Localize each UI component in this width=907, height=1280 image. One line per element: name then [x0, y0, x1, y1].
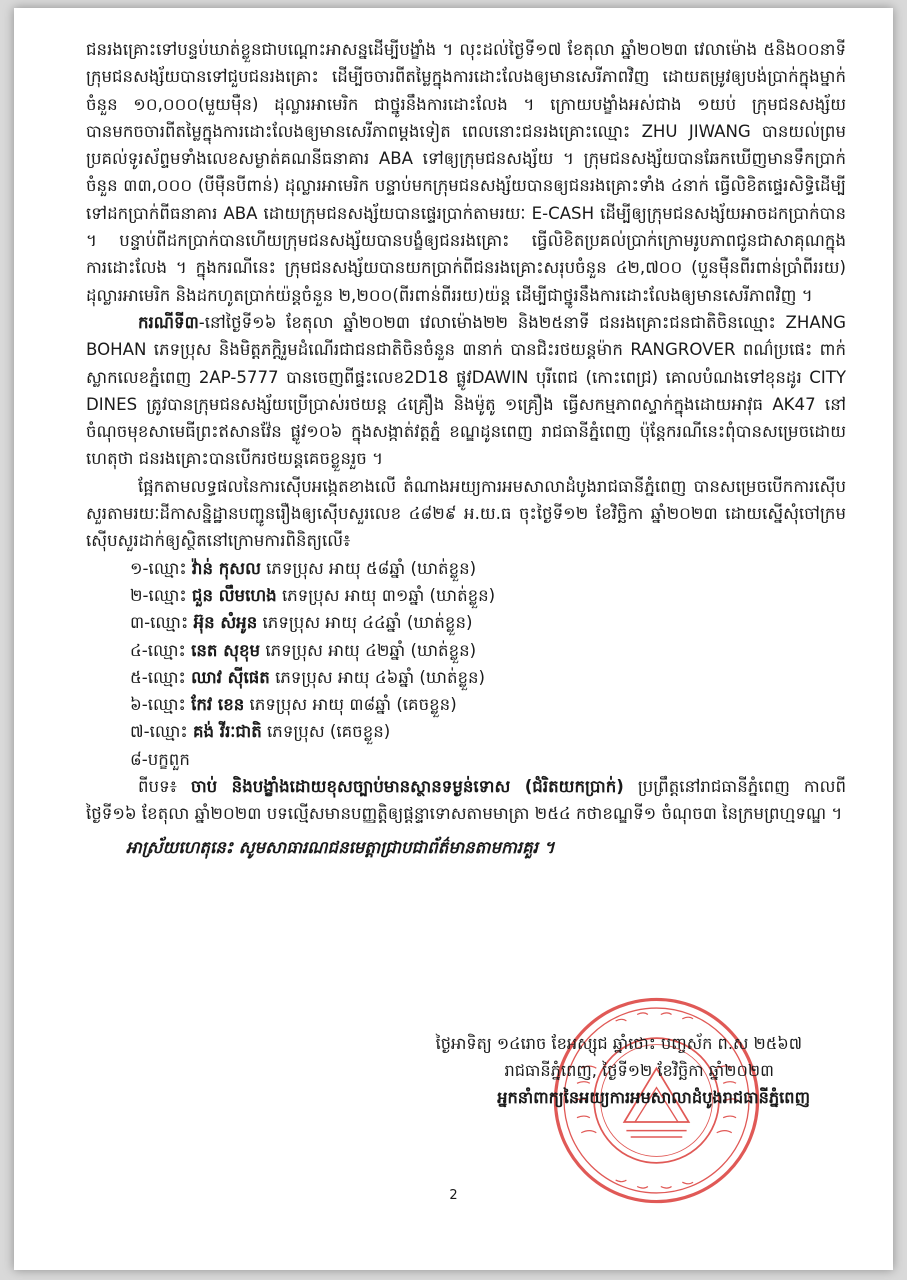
- case-3-text: -នៅថ្ងៃទី១៦ ខែតុលា ឆ្នាំ២០២៣ វេលាម៉ោង២២ និង២៥នាទី ជនរងគ្រោះជនជាតិចិនឈ្មោះ ZHANG BOHAN ភេទប្រុស និងមិត្តភក្តិរួមដំណើរជាជនជាតិចិនចំនួន ៣នាក់ បានជិះរថយន្តម៉ាក RANGROVER ពណ៌ប្រផេះ ពាក់ស្លាកលេខភ្នំពេញ 2AP-5777 បានចេញពីផ្ទះលេខ2D18 ផ្លូវDAWIN បុរីពេជ (កោះពេជ្រ) គោលបំណងទៅខុនដូរ CITY DINES ត្រូវបានក្រុមជនសង្ស័យប្រើប្រាស់រថយន្ត ៤គ្រឿង និងម៉ូតូ ១គ្រឿង ធ្វើសកម្មភាពស្ទាក់ក្នុងដោយអាវុធ AK47 នៅចំណុចមុខសាមេធីព្រះឥសានវ៉ែន ផ្លូវ១០៦ ក្នុងសង្កាត់វត្តភ្នំ ខណ្ឌដូនពេញ រាជធានីភ្នំពេញ ប៉ុន្តែករណីនេះពុំបានសម្រេចដោយហេតុថា ជនរងគ្រោះបានបើករថយន្តគេចខ្លួនរួច ។: [86, 312, 846, 469]
- list-item: [86, 637, 846, 664]
- suspect-number: ៤-ឈ្មោះ: [130, 640, 192, 660]
- suspect-number: ៨-បក្ខពួក: [130, 749, 190, 769]
- page-number: 2: [449, 1188, 458, 1203]
- list-item: [86, 609, 846, 636]
- document-body: [86, 36, 846, 861]
- paragraph-investigation: ផ្អែកតាមលទ្ធផលនៃការស៊ើបអង្កេតខាងលើ តំណាងអយ្យការអមសាលាដំបូងរាជធានីភ្នំពេញ បានសម្រេចបើកការស៊ើបសួរតាមរយៈដីកាសន្និដ្ឋានបញ្ជូនរឿងឲ្យស៊ើបសួរលេខ ៤៨២៩ អ.យ.ធ ចុះថ្ងៃទី១២ ខែវិច្ឆិកា ឆ្នាំ២០២៣ ដោយស្នើសុំចៅក្រមស៊ើបសួរដាក់ឲ្យស្ថិតនៅក្រោមការពិនិត្យលើ៖: [86, 476, 846, 551]
- charge-lead: ពីបទ៖: [138, 777, 191, 797]
- solar-date: រាជធានីភ្នំពេញ, ថ្ងៃទី១២ ខែវិច្ឆិកា ឆ្នាំ២០២៣: [504, 1061, 774, 1080]
- suspect-number: ២-ឈ្មោះ: [130, 585, 192, 605]
- suspect-number: ១-ឈ្មោះ: [130, 558, 192, 578]
- suspect-info: ភេទប្រុស អាយុ ៤៤ឆ្នាំ (ឃាត់ខ្លួន): [257, 613, 473, 633]
- paragraph-case-3: [86, 309, 846, 473]
- suspect-number: ៥-ឈ្មោះ: [130, 667, 192, 687]
- suspect-number: ៧-ឈ្មោះ: [130, 722, 193, 742]
- list-item: [86, 582, 846, 609]
- case-3-label: ករណីទី៣: [138, 312, 199, 332]
- document-page: [14, 8, 893, 1270]
- list-item: [86, 691, 846, 718]
- suspect-name: កែវ ខេន: [191, 695, 245, 715]
- suspect-name: អ៊ុន សំអូន: [193, 613, 258, 633]
- list-item: [86, 555, 846, 582]
- signature-block: [314, 1030, 854, 1111]
- suspect-number: ៣-ឈ្មោះ: [130, 613, 194, 633]
- suspect-info: ភេទប្រុស អាយុ ៣១ឆ្នាំ (ឃាត់ខ្លួន): [276, 585, 496, 605]
- suspect-info: ភេទប្រុស (គេចខ្លួន): [261, 722, 391, 742]
- suspect-name: គង់ វីរៈជាតិ: [192, 722, 262, 742]
- paragraph-case-2-continuation: ជនរងគ្រោះទៅបន្ទប់ឃាត់ខ្លួនជាបណ្ដោះអាសន្នដើម្បីបង្ខាំង ។ លុះដល់ថ្ងៃទី១៧ ខែតុលា ឆ្នាំ២០២៣ វេលាម៉ោង ៥និង០០នាទី ក្រុមជនសង្ស័យបានទៅជួបជនរងគ្រោះ ដើម្បីចចារពីតម្លៃក្នុងការដោះលែងឲ្យមានសេរីភាពវិញ ដោយតម្រូវឲ្យបង់ប្រាក់ក្នុងម្នាក់ចំនួន ១០,០០០(មួយម៉ឺន) ដុល្លារអាមេរិក ជាថ្នូរនឹងការដោះលែង ។ ក្រោយបង្ខាំងអស់ជាង ១យប់ ក្រុមជនសង្ស័យបានមកចចារពីតម្លៃក្នុងការដោះលែងឲ្យមានសេរីភាពម្ដងទៀត ពេលនោះជនរងគ្រោះឈ្មោះ ZHU JIWANG បានយល់ព្រមប្រគល់ទូរស័ព្ទមទាំងលេខសម្ងាត់គណនីធនាគារ ABA ទៅឲ្យក្រុមជនសង្ស័យ ។ ក្រុមជនសង្ស័យបានឆែកឃើញមានទឹកប្រាក់ចំនួន ៣៣,០០០ (បីម៉ឺនបីពាន់) ដុល្លារអាមេរិក បន្ទាប់មកក្រុមជនសង្ស័យបានឲ្យជនរងគ្រោះទាំង ៤នាក់ ធ្វើលិខិតផ្ទេរសិទ្ធិដើម្បីទៅដកប្រាក់ពីធនាគារ ABA ដោយក្រុមជនសង្ស័យបានផ្ទេរប្រាក់តាមរយៈ E-CASH ដើម្បីឲ្យក្រុមជនសង្ស័យអាចដកប្រាក់បាន ។ បន្ទាប់ពីដកប្រាក់បានហើយក្រុមជនសង្ស័យបានបង្ខំឲ្យជនរងគ្រោះ ធ្វើលិខិតប្រគល់ប្រាក់ក្រោមរូបភាពជូនជាសាគុណក្នុងការដោះលែង ។ ក្នុងករណីនេះ ក្រុមជនសង្ស័យបានយកប្រាក់ពីជនរងគ្រោះសរុបចំនួន ៤២,៧០០ (បួនម៉ឺនពីរពាន់ប្រាំពីររយ) ដុល្លារអាមេរិក និងដកហូតប្រាក់យ៉ន្តចំនួន ២,២០០(ពីរពាន់ពីររយ)យ៉ន្ត ដើម្បីជាថ្នូរនឹងការដោះលែងឲ្យមានសេរីភាពវិញ ។: [86, 40, 846, 305]
- suspect-name: នេត សុខុម: [191, 640, 261, 660]
- suspect-info: ភេទប្រុស អាយុ ៤២ឆ្នាំ (ឃាត់ខ្លួន): [260, 640, 477, 660]
- signatory-title: អ្នកនាំពាក្យនៃអយ្យការអមសាលាដំបូងរាជធានីភ្នំពេញ: [497, 1088, 810, 1107]
- suspect-number: ៦-ឈ្មោះ: [130, 695, 192, 715]
- list-item: [86, 746, 846, 773]
- paragraph-charge: [86, 773, 846, 828]
- suspect-info: ភេទប្រុស អាយុ ៤៦ឆ្នាំ (ឃាត់ខ្លួន): [269, 667, 486, 687]
- lunar-date: ថ្ងៃអាទិត្យ ១៤រោច ខែអស្សុជ ឆ្នាំថោះ បញ្ចស័ក ព.ស ២៥៦៧: [435, 1034, 802, 1053]
- charge-offense: ចាប់ និងបង្ខាំងដោយខុសច្បាប់មានស្ថានទម្ងន់ទោស (ជំរិតយកប្រាក់): [190, 777, 624, 797]
- suspect-info: ភេទប្រុស អាយុ ៣៨ឆ្នាំ (គេចខ្លួន): [244, 695, 457, 715]
- charge-details: ប្រព្រឹត្តនៅរាជធានីភ្នំពេញ កាលពីថ្ងៃទី១៦ ខែតុលា ឆ្នាំ២០២៣ បទល្មើសមានបញ្ញត្តិឲ្យផ្ដន្ទាទោសតាមមាត្រា ២៥៤ កថាខណ្ឌទី១ ចំណុច៣ នៃក្រមព្រហ្មទណ្ឌ ។: [86, 777, 847, 824]
- closing-statement: អាស្រ័យហេតុនេះ សូមសាធារណជនមេត្តាជ្រាបជាព័ត៌មានតាមការគួរ ។: [126, 837, 555, 857]
- suspect-name: ឈាវ ស៊ីផេត: [191, 667, 270, 687]
- suspect-list: [86, 555, 846, 773]
- suspect-info: ភេទប្រុស អាយុ ៥៨ឆ្នាំ (ឃាត់ខ្លួន): [260, 558, 477, 578]
- suspect-name: វ៉ាន់ កុសល: [191, 558, 261, 578]
- list-item: [86, 664, 846, 691]
- suspect-name: ជួន លឹមហេង: [191, 585, 277, 605]
- list-item: [86, 718, 846, 745]
